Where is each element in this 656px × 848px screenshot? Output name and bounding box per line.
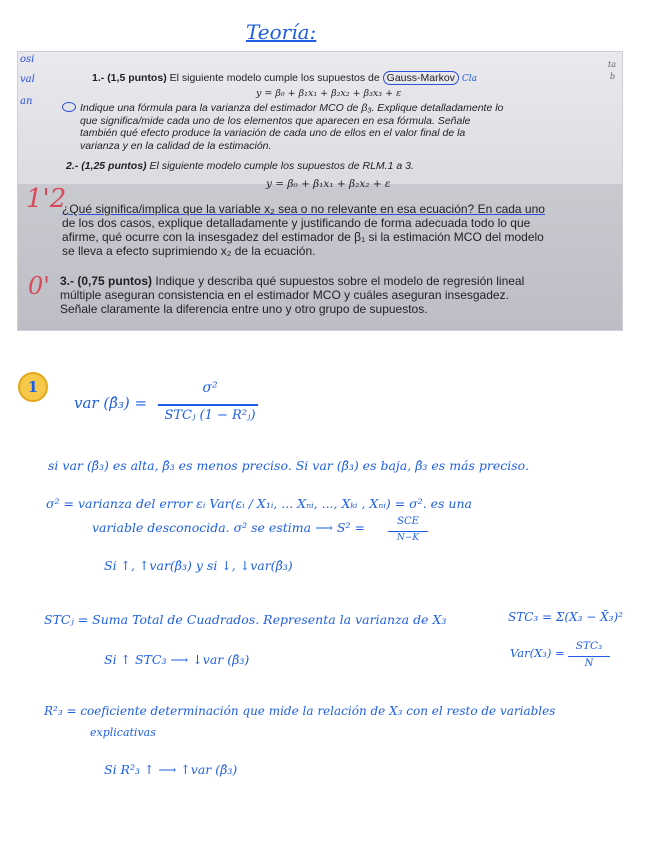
answer-line: variable desconocida. σ² se estima ⟶ S² = — [92, 520, 365, 535]
fraction-bar — [388, 531, 428, 532]
q2-body-line: afirme, qué ocurre con la insesgadez del estimador de β₁ si la estimación MCO del modelo — [62, 230, 544, 244]
q1-body-line: varianza y en la calidad de la estimación. — [80, 139, 272, 152]
q2-body-line: se lleva a efecto suprimiendo x₂ de la ecuación. — [62, 244, 316, 258]
s2-denominator: N−K — [396, 533, 420, 543]
q1-number: 1.- — [92, 72, 105, 84]
q3-grade: 0' — [28, 272, 50, 300]
q2-equation: y = β₀ + β₁x₁ + β₂x₂ + ε — [266, 178, 391, 190]
q1-circled-term: Gauss-Markov — [383, 71, 459, 85]
variance-formula-denominator: STCⱼ (1 − R²ⱼ) — [164, 408, 256, 423]
answer-line: si var (β̂₃) es alta, β̂₃ es menos preciso. Si var (β̂₃) es baja, β̂₃ es más preciso. — [48, 458, 529, 473]
stc-definition: STCⱼ = Suma Total de Cuadrados. Representa la varianza de X₃ — [44, 612, 447, 627]
var-x-denominator: N — [584, 658, 594, 669]
q3-number: 3.- — [60, 274, 75, 288]
q1-header — [92, 72, 477, 86]
q1-equation: y = β₀ + β₁x₁ + β₂x₂ + β₃x₃ + ε — [256, 88, 402, 99]
answer-marker: 1 — [18, 372, 48, 402]
fraction-bar — [568, 656, 610, 657]
margin-note: ta — [608, 60, 616, 69]
fraction-bar — [158, 404, 258, 406]
variance-formula-lhs: var (β̂₃) = — [74, 394, 148, 412]
q2-number: 2.- — [66, 160, 79, 172]
margin-note: val — [20, 74, 35, 85]
answer-line: σ² = varianza del error εᵢ Var(εᵢ / X₁ᵢ, ... Xₙᵢ, ..., Xₖᵢ , Xₙᵢ) = σ². es una — [46, 496, 472, 511]
r2-definition-cont: explicativas — [90, 726, 156, 739]
q3-header — [60, 274, 620, 288]
q2-header — [66, 160, 414, 173]
q1-body-line: que significa/mide cada uno de los elementos que aparecen en esa fórmula. Señale — [80, 114, 471, 127]
r2-definition: R²₃ = coeficiente determinación que mide la relación de X₃ con el resto de variables — [44, 704, 556, 718]
q1-note: Cla — [461, 74, 477, 84]
var-x-lhs: Var(X₃) = — [510, 646, 565, 660]
q3-body-line: múltiple aseguran consistencia en el estimador MCO y cuáles aseguran insesgadez. — [60, 288, 509, 302]
q1-points: (1,5 puntos) — [107, 72, 167, 84]
answer-line: Si ↑, ↑var(β̂₃) y si ↓, ↓var(β̂₃) — [104, 558, 293, 573]
q1-circle-mark — [62, 102, 76, 112]
variance-formula-numerator: σ² — [202, 380, 218, 396]
q1-body-line: también qué efecto produce la variación de cada uno de ellos en el valor final de la — [80, 127, 466, 139]
var-x-numerator: STC₃ — [575, 640, 603, 652]
q3-body-line: Señale claramente la diferencia entre uno y otro grupo de supuestos. — [60, 302, 428, 316]
q3-body-line: Indique y describa qué supuestos sobre el modelo de regresión lineal — [155, 274, 525, 288]
q2-body-line: de los dos casos, explique detalladamente y justificando de forma adecuada todo lo que — [62, 216, 531, 230]
margin-note: b — [610, 72, 616, 81]
r2-effect: Si R²₃ ↑ ⟶ ↑var (β̂₃) — [104, 762, 238, 777]
q2-text: El siguiente modelo cumple los supuestos de RLM.1 a 3. — [149, 160, 414, 172]
stc-formula: STC₃ = Σ(X₃ − X̄₃)² — [508, 610, 623, 624]
q3-points: (0,75 puntos) — [77, 274, 153, 288]
q1-body-line: Indique una fórmula para la varianza del estimador MCO de β₃. Explique detalladamente lo — [80, 102, 504, 114]
q1-body — [80, 102, 600, 152]
margin-note: an — [20, 96, 33, 107]
exam-photo — [18, 52, 622, 330]
q2-body — [62, 202, 618, 258]
page-title: Teoría: — [246, 20, 317, 44]
q2-grade: 1'2 — [26, 184, 67, 214]
stc-effect: Si ↑ STC₃ ⟶ ↓var (β̂₃) — [104, 652, 250, 667]
q1-text: El siguiente modelo cumple los supuestos de — [169, 72, 380, 84]
q2-points: (1,25 puntos) — [81, 160, 147, 172]
q3-body — [60, 274, 620, 316]
margin-note: osi — [20, 54, 35, 65]
s2-numerator: SCE — [397, 516, 419, 527]
q2-body-line: ¿Qué significa/implica que la variable x₂ sea o no relevante en esa ecuación? En cada uno — [62, 202, 545, 216]
